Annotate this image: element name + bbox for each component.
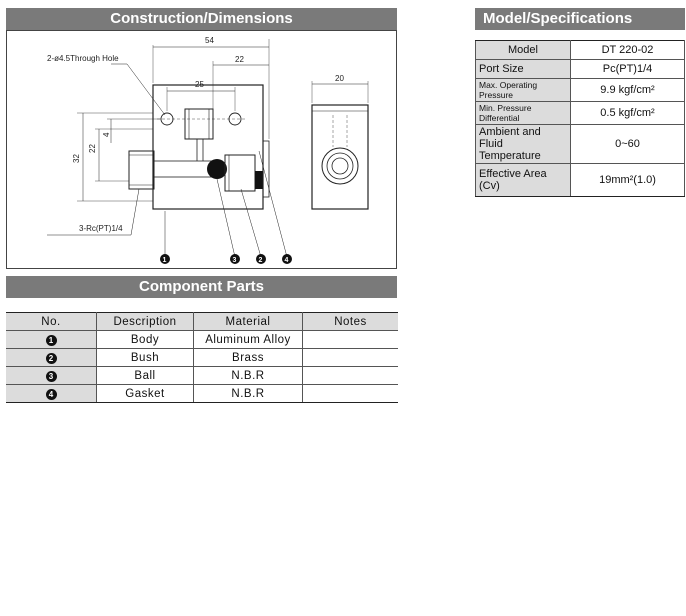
part-material: N.B.R: [194, 385, 303, 403]
spec-row: [476, 79, 685, 102]
dim-4: 4: [102, 132, 111, 137]
technical-drawing: [7, 31, 396, 268]
construction-title: Construction/Dimensions: [110, 10, 293, 27]
dim-22-top: 22: [235, 55, 244, 64]
spec-row: [476, 125, 685, 164]
construction-header: [6, 8, 397, 30]
spec-row: [476, 164, 685, 197]
port-callout-label: 3-Rc(PT)1/4: [79, 224, 123, 233]
part-description: Ball: [97, 367, 194, 385]
spec-row: [476, 41, 685, 60]
part-description: Gasket: [97, 385, 194, 403]
ball: [207, 159, 227, 179]
part-number-badge: 3: [46, 371, 57, 382]
col-material: Material: [194, 313, 303, 331]
dim-22-side: 22: [88, 144, 97, 153]
table-row: [6, 367, 398, 385]
side-view-body: [312, 105, 368, 209]
callout-1: 1: [162, 257, 167, 264]
through-hole-label: 2-ø4.5Through Hole: [47, 54, 119, 63]
specs-title: Model/Specifications: [483, 10, 633, 27]
spec-label: Port Size: [476, 60, 571, 79]
table-row: [6, 385, 398, 403]
col-description: Description: [97, 313, 194, 331]
spec-label: Min. Pressure Differential: [476, 102, 571, 125]
drawing-box: [6, 30, 397, 269]
spec-value: DT 220-02: [571, 41, 685, 60]
dim-32: 32: [72, 154, 81, 163]
spec-label: Max. Operating Pressure: [476, 79, 571, 102]
spec-row: [476, 102, 685, 125]
spec-label: Model: [476, 41, 571, 60]
callout-2: 2: [258, 257, 263, 264]
part-description: Bush: [97, 349, 194, 367]
dim-20: 20: [335, 74, 344, 83]
left-port-fitting: [129, 151, 154, 189]
part-number-badge: 4: [46, 389, 57, 400]
specs-table: [475, 40, 685, 197]
part-material: Aluminum Alloy: [194, 331, 303, 349]
table-header-row: [6, 313, 398, 331]
spec-value: Pc(PT)1/4: [571, 60, 685, 79]
spec-value: 0~60: [571, 125, 685, 164]
component-parts-header: [6, 276, 397, 298]
callout-4: 4: [284, 257, 289, 264]
spec-label: Ambient and Fluid Temperature: [476, 125, 571, 164]
part-notes: [303, 331, 399, 349]
bush: [225, 155, 255, 191]
part-description: Body: [97, 331, 194, 349]
part-material: N.B.R: [194, 367, 303, 385]
dim-54: 54: [205, 36, 214, 45]
callout-3: 3: [232, 257, 237, 264]
spec-value: 9.9 kgf/cm²: [571, 79, 685, 102]
dim-25: 25: [195, 80, 204, 89]
component-parts-title: Component Parts: [138, 278, 264, 295]
col-no: No.: [6, 313, 97, 331]
part-number-badge: 1: [46, 335, 57, 346]
col-notes: Notes: [303, 313, 399, 331]
gasket: [255, 171, 263, 189]
spec-value: 19mm²(1.0): [571, 164, 685, 197]
part-notes: [303, 349, 399, 367]
part-material: Brass: [194, 349, 303, 367]
component-parts-table: [6, 312, 398, 403]
part-number-badge: 2: [46, 353, 57, 364]
specs-header: [475, 8, 685, 30]
spec-value: 0.5 kgf/cm²: [571, 102, 685, 125]
table-row: [6, 331, 398, 349]
spec-row: [476, 60, 685, 79]
part-notes: [303, 367, 399, 385]
table-row: [6, 349, 398, 367]
part-notes: [303, 385, 399, 403]
spec-label: Effective Area (Cv): [476, 164, 571, 197]
body-outline: [153, 85, 263, 209]
